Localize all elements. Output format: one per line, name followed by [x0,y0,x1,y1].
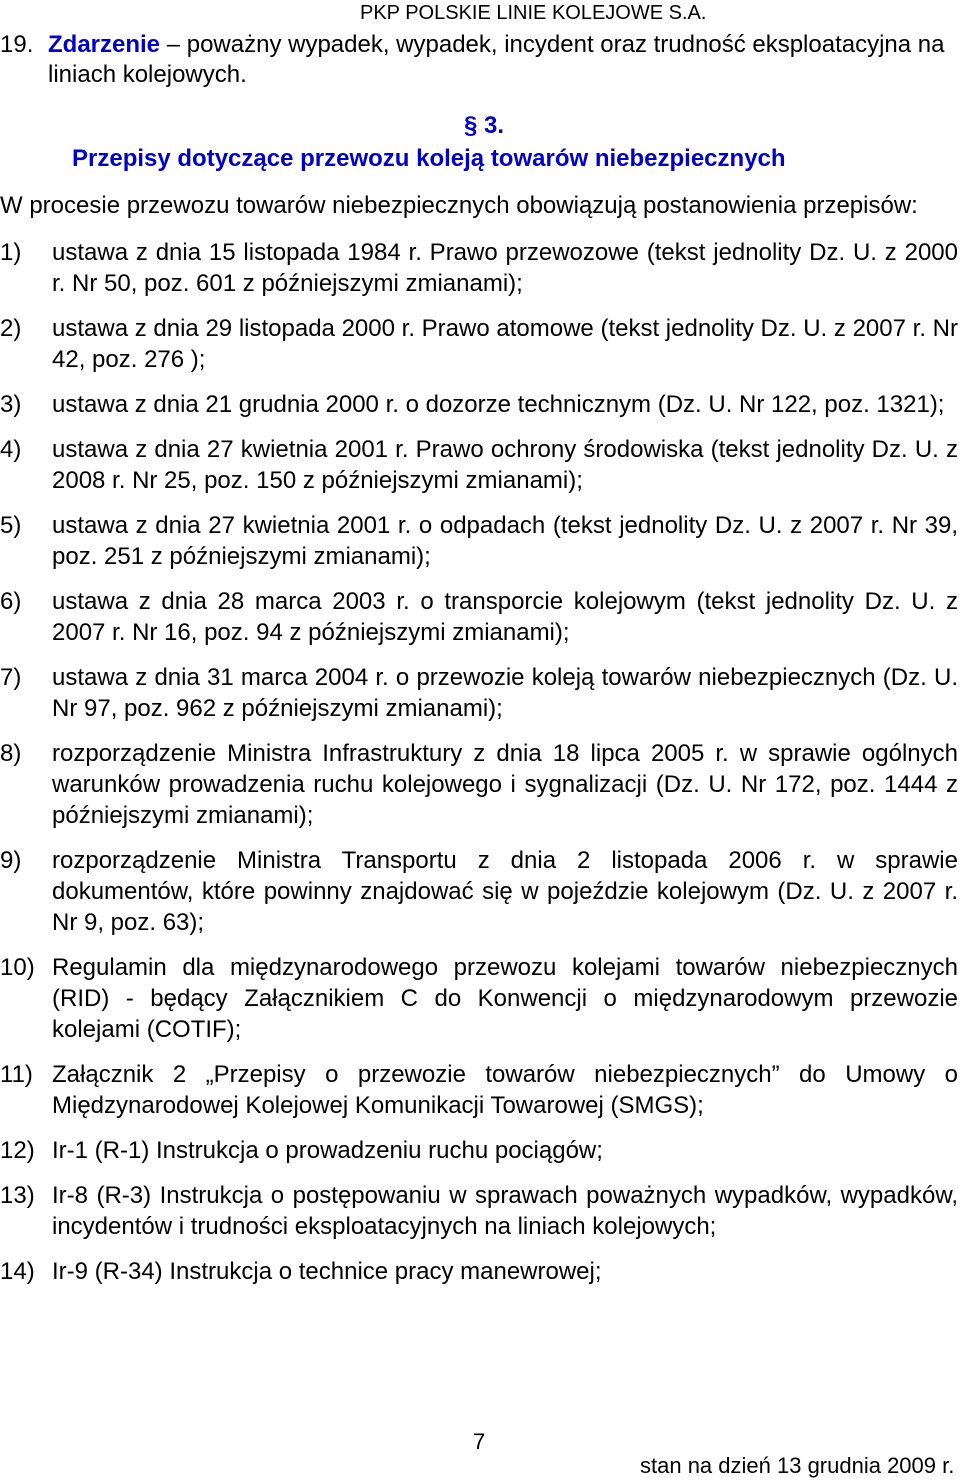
list-item [0,1180,958,1242]
list-item [0,510,958,572]
list-item-text: ustawa z dnia 31 marca 2004 r. o przewozie koleją towarów niebezpiecznych (Dz. U. Nr 97, poz. 962 z późniejszymi zmianami); [52,664,958,722]
list-item-text: Ir-8 (R-3) Instrukcja o postępowaniu w sprawach poważnych wypadków, wypadków, incydentów i trudności eksploatacyjnych na liniach kolejowych; [52,1182,958,1240]
list-item-number: 11) [0,1061,33,1088]
list-item [0,434,958,496]
definition-text [48,30,958,90]
definition-number: 19. [0,31,34,58]
list-item [0,586,958,648]
list-item-text: ustawa z dnia 15 listopada 1984 r. Prawo przewozowe (tekst jednolity Dz. U. z 2000 r. Nr 50, poz. 601 z późniejszymi zmianami); [52,239,958,297]
footer-status-date: stan na dzień 13 grudnia 2009 r. [640,1453,955,1478]
list-item-number: 4) [0,436,22,463]
list-item [0,738,958,831]
section-title: Przepisy dotyczące przewozu koleją towarów niebezpiecznych [72,145,786,172]
list-item-text: Ir-1 (R-1) Instrukcja o prowadzeniu ruchu pociągów; [52,1137,603,1164]
list-item-number: 9) [0,847,22,874]
section-sign: § 3. [463,112,505,139]
list-item-number: 2) [0,315,22,342]
definition-item [0,30,958,90]
list-item-text: rozporządzenie Ministra Transportu z dnia 2 listopada 2006 r. w sprawie dokumentów, które powinny znajdować się w pojeździe kolejowym (Dz. U. z 2007 r. Nr 9, poz. 63); [52,847,958,936]
list-item-number: 1) [0,239,22,266]
section-intro: W procesie przewozu towarów niebezpiecznych obowiązują postanowienia przepisów: [0,192,918,219]
list-item-number: 5) [0,512,22,539]
list-item [0,1256,958,1287]
list-item [0,389,958,420]
list-item [0,952,958,1045]
definition-description: – poważny wypadek, wypadek, incydent oraz trudność eksploatacyjna na liniach kolejowych. [48,31,945,88]
list-item [0,237,958,299]
list-item-text: ustawa z dnia 27 kwietnia 2001 r. Prawo ochrony środowiska (tekst jednolity Dz. U. z 2008 r. Nr 25, poz. 150 z późniejszymi zmianami); [52,436,958,494]
document-body [0,30,958,1287]
list-item-text: ustawa z dnia 29 listopada 2000 r. Prawo atomowe (tekst jednolity Dz. U. z 2007 r. Nr 42, poz. 276 ); [52,315,958,373]
list-item [0,313,958,375]
list-item-text: Ir-9 (R-34) Instrukcja o technice pracy manewrowej; [52,1258,602,1285]
list-item-text: Regulamin dla międzynarodowego przewozu kolejami towarów niebezpiecznych (RID) - będący Załącznikiem C do Konwencji o międzynarodowym przewozie kolejami (COTIF); [52,954,958,1043]
list-item-text: ustawa z dnia 21 grudnia 2000 r. o dozorze technicznym (Dz. U. Nr 122, poz. 1321); [52,391,945,418]
page-header-company: PKP POLSKIE LINIE KOLEJOWE S.A. [360,2,707,24]
list-item-number: 8) [0,740,22,767]
definition-term: Zdarzenie [48,31,161,58]
list-item-number: 13) [0,1182,35,1209]
list-item-text: rozporządzenie Ministra Infrastruktury z dnia 18 lipca 2005 r. w sprawie ogólnych warunków prowadzenia ruchu kolejowego i sygnalizacji (Dz. U. Nr 172, poz. 1444 z późniejszymi zmianami); [52,740,958,829]
list-item [0,845,958,938]
list-item-number: 3) [0,391,22,418]
page-number: 7 [473,1429,486,1454]
list-item-number: 14) [0,1258,35,1285]
list-item [0,1059,958,1121]
regulations-list [0,237,958,1287]
list-item [0,1135,958,1166]
list-item-text: ustawa z dnia 27 kwietnia 2001 r. o odpadach (tekst jednolity Dz. U. z 2007 r. Nr 39, poz. 251 z późniejszymi zmianami); [52,512,958,570]
list-item-number: 10) [0,954,35,981]
list-item-number: 12) [0,1137,35,1164]
list-item [0,662,958,724]
list-item-number: 7) [0,664,22,691]
list-item-text: Załącznik 2 „Przepisy o przewozie towarów niebezpiecznych” do Umowy o Międzynarodowej Kolejowej Komunikacji Towarowej (SMGS); [52,1061,958,1119]
list-item-text: ustawa z dnia 28 marca 2003 r. o transporcie kolejowym (tekst jednolity Dz. U. z 2007 r. Nr 16, poz. 94 z późniejszymi zmianami); [52,588,958,646]
list-item-number: 6) [0,588,22,615]
